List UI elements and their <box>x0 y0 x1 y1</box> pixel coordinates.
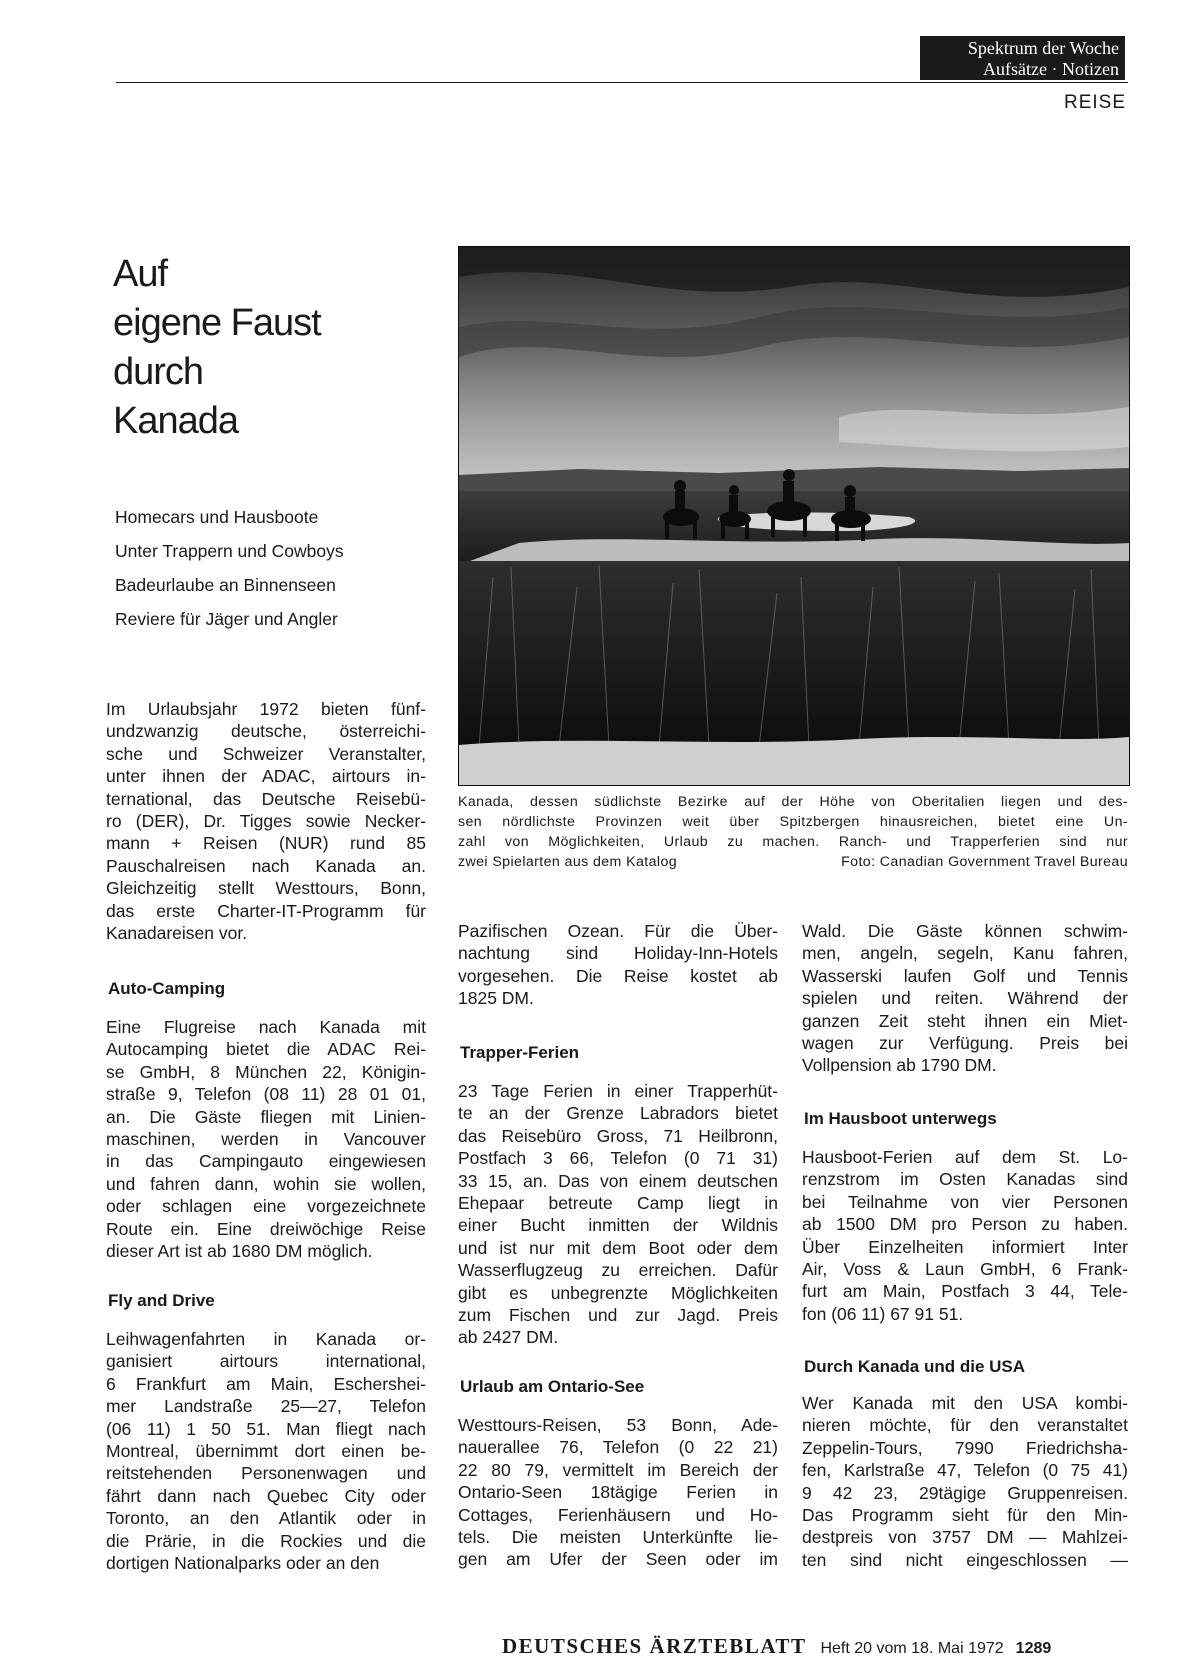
text-line: gibt es unbegrenzte Möglichkeiten <box>458 1282 778 1303</box>
text-line: Leihwagenfahrten in Kanada or- <box>106 1329 426 1349</box>
text-line: einer Bucht inmitten der Wildnis <box>458 1215 778 1236</box>
text-line: dieser Art ist ab 1680 DM möglich. <box>106 1241 373 1262</box>
text-line: Kanadareisen vor. <box>106 923 248 944</box>
intro-paragraph <box>106 698 426 944</box>
text-line: bei Teilnahme von vier Personen <box>802 1191 1128 1212</box>
text-line: renzstrom im Osten Kanadas sind <box>802 1169 1128 1190</box>
text-line: in das Campingauto eingewiesen <box>106 1151 426 1172</box>
text-line: zum Fischen und zur Jagd. Preis <box>458 1305 778 1326</box>
rubric-line-1: Spektrum der Woche <box>967 38 1119 58</box>
text-line: Wasserflugzeug zu erreichen. Dafür <box>458 1260 778 1281</box>
text-line: ternational, das Deutsche Reisebü- <box>106 788 426 809</box>
text-line: men, angeln, segeln, Kanu fahren, <box>802 943 1128 964</box>
text-line: wagen zur Verfügung. Preis bei <box>802 1033 1128 1054</box>
text-line: furt am Main, Postfach 3 44, Tele- <box>802 1281 1128 1302</box>
text-line: das erste Charter-IT-Programm für <box>106 900 426 921</box>
photo-credit: Foto: Canadian Government Travel Bureau <box>841 854 1128 870</box>
text-line: se GmbH, 8 München 22, Königin- <box>106 1061 426 1082</box>
text-line: mer Landstraße 25—27, Telefon <box>106 1396 426 1417</box>
paragraph-auto-camping <box>106 1016 426 1262</box>
subhead: Unter Trappern und Cowboys <box>115 541 344 561</box>
text-line: ab 1500 DM pro Person zu haben. <box>802 1214 1128 1235</box>
text-line: Eine Flugreise nach Kanada mit <box>106 1017 426 1037</box>
text-line: und ist nur mit dem Boot oder dem <box>458 1237 778 1258</box>
title-line: Kanada <box>113 400 239 442</box>
article-subheads <box>115 500 435 636</box>
text-line: gen am Ufer der Seen oder im <box>458 1549 778 1570</box>
text-line: Route ein. Eine dreiwöchige Reise <box>106 1218 426 1239</box>
text-line: Montreal, übernimmt dort einen be- <box>106 1441 426 1462</box>
text-line: Über Einzelheiten informiert Inter <box>802 1236 1128 1257</box>
text-line: Pauschalreisen nach Kanada an. <box>106 855 426 876</box>
text-line: Ontario-Seen 18tägige Ferien in <box>458 1482 778 1503</box>
issue-info: Heft 20 vom 18. Mai 1972 <box>820 1640 1004 1657</box>
text-line: tels. Die meisten Unterkünfte lie- <box>458 1527 778 1548</box>
text-line: Wald. Die Gäste können schwim- <box>802 921 1128 941</box>
text-line: Vollpension ab 1790 DM. <box>802 1055 997 1076</box>
heading-trapper-ferien: Trapper-Ferien <box>460 1043 580 1062</box>
paragraph-ontario-see <box>458 1414 778 1571</box>
text-line: fen, Karlstraße 47, Telefon (0 75 41) <box>802 1460 1128 1481</box>
text-line: 1825 DM. <box>458 988 534 1009</box>
header-rule <box>116 82 1128 83</box>
subhead: Homecars und Hausboote <box>115 507 319 527</box>
article-photo <box>458 246 1130 786</box>
heading-hausboot: Im Hausboot unterwegs <box>804 1109 997 1128</box>
caption-line: zahl von Möglichkeiten, Urlaub zu machen. Ranch- und Trapperferien sind nur <box>458 834 1128 850</box>
text-line: Gleichzeitig stellt Westtours, Bonn, <box>106 878 426 899</box>
text-line: ganisiert airtours international, <box>106 1351 426 1372</box>
text-line: nieren möchte, für den veranstaltet <box>802 1415 1128 1436</box>
paragraph-continuation-2 <box>802 920 1128 1077</box>
paragraph-kanada-usa <box>802 1392 1128 1571</box>
heading-kanada-usa: Durch Kanada und die USA <box>804 1357 1026 1376</box>
subhead: Badeurlaube an Binnenseen <box>115 575 336 595</box>
text-line: an. Die Gäste fliegen mit Linien- <box>106 1106 426 1127</box>
paragraph-continuation <box>458 920 778 1010</box>
page-footer <box>502 1634 1128 1659</box>
title-line: eigene Faust <box>113 302 321 344</box>
caption-last-line <box>458 852 1128 872</box>
text-line: oder schlagen eine vorgezeichnete <box>106 1196 426 1217</box>
text-line: die Prärie, in die Rockies und die <box>106 1530 426 1551</box>
page-number: 1289 <box>1015 1640 1052 1657</box>
text-line: ten sind nicht eingeschlossen — <box>802 1549 1128 1570</box>
text-line: straße 9, Telefon (08 11) 28 01 01, <box>106 1084 426 1105</box>
text-line: Das Programm sieht für den Min- <box>802 1505 1128 1526</box>
text-line: Westtours-Reisen, 53 Bonn, Ade- <box>458 1415 778 1435</box>
text-line: (06 11) 1 50 51. Man fliegt nach <box>106 1418 426 1439</box>
caption-line: zwei Spielarten aus dem Katalog <box>458 854 678 870</box>
text-line: und fahren dann, wohin sie wollen, <box>106 1173 426 1194</box>
text-line: Hausboot-Ferien auf dem St. Lo- <box>802 1147 1128 1167</box>
text-line: Air, Voss & Laun GmbH, 6 Frank- <box>802 1259 1128 1280</box>
subhead: Reviere für Jäger und Angler <box>115 609 338 629</box>
section-label: REISE <box>1063 92 1126 113</box>
text-line: reitstehenden Personenwagen und <box>106 1463 426 1484</box>
text-line: sche und Schweizer Veranstalter, <box>106 743 426 764</box>
text-line: ro (DER), Dr. Tigges sowie Necker- <box>106 811 426 832</box>
text-line: ganzen Zeit steht ihnen ein Miet- <box>802 1010 1128 1031</box>
text-line: Pazifischen Ozean. Für die Über- <box>458 921 778 941</box>
text-line: das Reisebüro Gross, 71 Heilbronn, <box>458 1125 778 1146</box>
text-line: 22 80 79, vermittelt im Bereich der <box>458 1459 778 1480</box>
heading-auto-camping: Auto-Camping <box>108 979 226 998</box>
text-line: nachtung sind Holiday-Inn-Hotels <box>458 943 778 964</box>
text-line: nauerallee 76, Telefon (0 22 21) <box>458 1437 778 1458</box>
title-line: Auf <box>113 253 168 295</box>
text-line: Autocamping bietet die ADAC Rei- <box>106 1039 426 1060</box>
section-rubric <box>920 36 1125 80</box>
text-line: 23 Tage Ferien in einer Trapperhüt- <box>458 1081 778 1101</box>
caption-line: Kanada, dessen südlichste Bezirke auf der Höhe von Oberitalien liegen und des- <box>458 794 1128 810</box>
text-line: Cottages, Ferienhäusern und Ho- <box>458 1504 778 1525</box>
text-line: Im Urlaubsjahr 1972 bieten fünf- <box>106 699 426 719</box>
text-line: fährt dann nach Quebec City oder <box>106 1485 426 1506</box>
paragraph-fly-and-drive <box>106 1328 426 1574</box>
text-line: undzwanzig deutsche, österreichi- <box>106 721 426 742</box>
paragraph-hausboot <box>802 1146 1128 1325</box>
text-line: 6 Frankfurt am Main, Eschershei- <box>106 1373 426 1394</box>
text-line: 33 15, an. Das von einem deutschen <box>458 1170 778 1191</box>
journal-name: DEUTSCHES ÄRZTEBLATT <box>502 1634 807 1658</box>
text-line: Toronto, an den Atlantik oder in <box>106 1508 426 1529</box>
text-line: Wer Kanada mit den USA kombi- <box>802 1393 1128 1413</box>
text-line: ab 2427 DM. <box>458 1327 559 1348</box>
title-line: durch <box>113 351 204 393</box>
text-line: maschinen, werden in Vancouver <box>106 1129 426 1150</box>
text-line: Zeppelin-Tours, 7990 Friedrichsha- <box>802 1437 1128 1458</box>
text-line: 9 42 23, 29tägige Gruppenreisen. <box>802 1482 1128 1503</box>
text-line: Ehepaar betreute Camp liegt in <box>458 1193 778 1214</box>
text-line: Postfach 3 66, Telefon (0 71 31) <box>458 1148 778 1169</box>
heading-ontario-see: Urlaub am Ontario-See <box>460 1377 645 1396</box>
caption-line: sen nördlichste Provinzen weit über Spitzbergen hinausreichen, bietet eine Un- <box>458 814 1128 830</box>
text-line: fon (06 11) 67 91 51. <box>802 1303 964 1324</box>
text-line: te an der Grenze Labradors bietet <box>458 1103 778 1124</box>
text-line: vorgesehen. Die Reise kostet ab <box>458 965 778 986</box>
paragraph-trapper-ferien <box>458 1080 778 1349</box>
text-line: mann + Reisen (NUR) rund 85 <box>106 833 426 854</box>
text-line: destpreis von 3757 DM — Mahlzei- <box>802 1527 1128 1548</box>
text-line: spielen und reiten. Während der <box>802 988 1128 1009</box>
text-line: unter ihnen der ADAC, airtours in- <box>106 766 426 787</box>
article-title <box>113 250 413 446</box>
rubric-line-2: Aufsätze · Notizen <box>983 59 1119 79</box>
text-line: dortigen Nationalparks oder an den <box>106 1553 380 1574</box>
text-line: Wasserski laufen Golf und Tennis <box>802 965 1128 986</box>
photo-caption <box>458 792 1128 872</box>
heading-fly-and-drive: Fly and Drive <box>108 1291 215 1310</box>
